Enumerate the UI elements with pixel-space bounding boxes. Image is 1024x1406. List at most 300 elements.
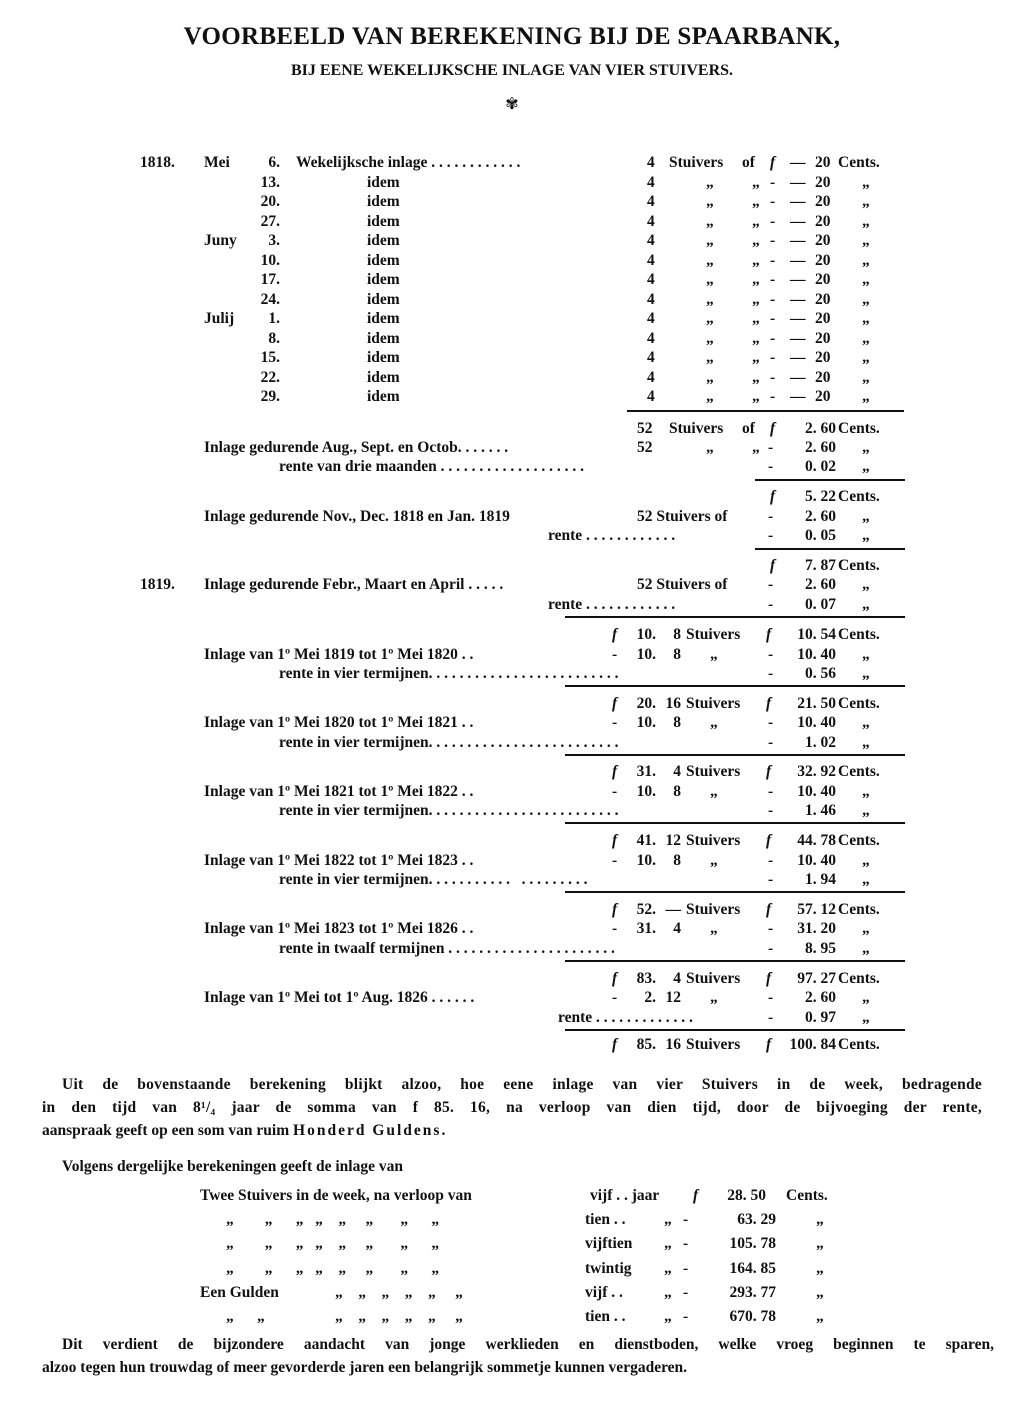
entry-stuivers: 4	[647, 329, 655, 347]
entry-description: Inlage gedurende Aug., Sept. en Octob. . . . . . .	[204, 439, 509, 456]
conclusion-text: aanspraak geeft op een som van ruim	[42, 1122, 290, 1139]
nil-guilders: —	[790, 329, 806, 347]
dash-mark: -	[683, 1211, 689, 1229]
dash-mark: -	[768, 645, 774, 663]
entry-stuivers: 12	[665, 989, 681, 1006]
dash-mark: -	[612, 645, 618, 663]
entry-amount: 10. 40	[797, 645, 836, 663]
ditto-mark: „	[752, 310, 760, 327]
subtotal-amount: 97. 27	[797, 969, 836, 987]
ditto-mark: „	[706, 271, 714, 288]
entry-stuivers: 8	[673, 782, 681, 800]
ditto-mark: „	[706, 310, 714, 327]
comparison-period: vijftien	[585, 1235, 633, 1253]
entry-cents: 20	[815, 388, 831, 405]
subtotal-row	[0, 626, 1024, 645]
entry-stuivers: 8	[673, 645, 681, 663]
ditto-mark: „	[706, 329, 714, 347]
ditto-mark: „	[752, 439, 760, 456]
ditto-mark: „	[862, 349, 870, 366]
ditto-mark: „	[706, 349, 714, 366]
entry-row	[0, 439, 1024, 458]
ditto-mark: „	[752, 212, 760, 230]
subtotal-guilders: 10.	[636, 626, 656, 643]
dash-mark: -	[683, 1235, 689, 1253]
subtotal-amount: 2. 60	[805, 420, 836, 437]
grand-total-stuivers: 16	[665, 1036, 681, 1053]
interest-amount: 0. 02	[805, 458, 836, 475]
day-label: 24.	[260, 290, 280, 308]
stuivers-label: Stuivers	[669, 420, 724, 437]
day-label: 13.	[260, 173, 280, 191]
subtotal-row	[0, 420, 1024, 439]
ditto-mark: „	[706, 251, 714, 269]
entry-description: Inlage van 1º Mei 1823 tot 1º Mei 1826 . .	[204, 920, 474, 938]
ditto-mark: „	[710, 645, 718, 663]
ditto-mark: „	[664, 1283, 672, 1301]
entry-description: Inlage van 1º Mei tot 1º Aug. 1826 . . . . . .	[204, 989, 475, 1006]
weekly-row	[0, 291, 1024, 310]
subtotal-amount: 21. 50	[797, 694, 836, 712]
interest-description: rente in vier termijnen. . . . . . . . . . . . . . . . . . . . . . . . .	[279, 802, 619, 820]
dash-mark: -	[768, 508, 774, 525]
dash-mark: -	[770, 271, 776, 288]
ditto-mark: „	[664, 1211, 672, 1229]
day-label: 27.	[260, 212, 280, 230]
weekly-row	[0, 213, 1024, 232]
nil-guilders: —	[790, 173, 806, 191]
stuivers-label: Stuivers	[686, 900, 741, 918]
ditto-mark: „	[752, 173, 760, 191]
comparison-period: tien . .	[585, 1211, 626, 1229]
entry-stuivers: 52 Stuivers of	[637, 508, 728, 525]
subtotal-amount: 57. 12	[797, 900, 836, 918]
dash-mark: -	[612, 989, 618, 1006]
dash-mark: -	[683, 1259, 689, 1277]
dash-mark: -	[768, 596, 774, 613]
interest-row	[0, 596, 1024, 615]
stuivers-label: Stuivers	[669, 154, 724, 171]
interest-amount: 1. 46	[805, 802, 836, 820]
ditto-mark: „	[862, 232, 870, 249]
ditto-mark: „	[862, 871, 870, 889]
florin-sign: f	[766, 832, 772, 850]
weekly-row	[0, 388, 1024, 407]
cents-label: Cents.	[838, 900, 880, 918]
entry-stuivers: 4	[647, 154, 655, 171]
weekly-row	[0, 349, 1024, 368]
interest-row	[0, 871, 1024, 890]
sum-rule	[565, 822, 905, 824]
of-label: of	[742, 420, 755, 437]
dash-mark: -	[683, 1283, 689, 1301]
ditto-mark: „	[752, 368, 760, 386]
nil-guilders: —	[790, 271, 806, 288]
florin-sign: f	[766, 694, 772, 712]
entry-amount: 10. 40	[797, 851, 836, 869]
florin-sign: f	[766, 763, 772, 781]
ditto-mark: „	[706, 193, 714, 210]
interest-row	[0, 802, 1024, 821]
conclusion-line: Uit de bovenstaande berekening blijkt alzoo, hoe eene inlage van vier Stuivers in de week, bedragende	[62, 1076, 982, 1093]
entry-stuivers: 4	[647, 232, 655, 249]
entry-cents: 20	[815, 349, 831, 366]
subtotal-row	[0, 695, 1024, 714]
interest-description: rente . . . . . . . . . . . . .	[558, 1008, 693, 1026]
entry-cents: 20	[815, 232, 831, 249]
day-label: 10.	[260, 251, 280, 269]
comparison-period: vijf . . jaar	[590, 1187, 660, 1204]
subtotal-row	[0, 901, 1024, 920]
florin-sign: f	[612, 900, 618, 918]
ditto-mark: „	[862, 645, 870, 663]
entry-stuivers: 4	[673, 920, 681, 938]
comparison-amount: 670. 78	[729, 1308, 776, 1325]
comparison-amount: 293. 77	[729, 1283, 776, 1301]
interest-row	[0, 734, 1024, 753]
ditto-mark: „	[752, 290, 760, 308]
entry-stuivers: 8	[673, 714, 681, 732]
dash-mark: -	[770, 251, 776, 269]
ditto-mark: „	[862, 251, 870, 269]
stuivers-label: Stuivers	[686, 763, 741, 781]
entry-row	[0, 714, 1024, 733]
dash-mark: -	[612, 851, 618, 869]
comparisons-intro: Volgens dergelijke berekeningen geeft de inlage van	[62, 1158, 403, 1175]
ditto-mark: „	[752, 388, 760, 405]
ditto-mark: „	[862, 173, 870, 191]
entry-amount: 2. 60	[805, 989, 836, 1006]
ditto-mark: „	[664, 1308, 672, 1325]
ditto-mark: „	[862, 271, 870, 288]
entry-stuivers: 52 Stuivers of	[637, 576, 728, 593]
ditto-mark: „	[752, 349, 760, 366]
entry-description: Inlage van 1º Mei 1819 tot 1º Mei 1820 . .	[204, 645, 474, 663]
sum-rule	[565, 1029, 905, 1031]
entry-guilders: 10.	[636, 851, 656, 869]
ditto-mark: „	[710, 920, 718, 938]
weekly-row	[0, 232, 1024, 251]
comparison-row	[0, 1211, 1024, 1230]
month-label: Julij	[204, 310, 235, 327]
ditto-mark: „	[664, 1259, 672, 1277]
florin-sign: f	[770, 557, 776, 574]
entry-row	[0, 852, 1024, 871]
cents-label: Cents.	[838, 969, 880, 987]
ditto-marks: „ „ „ „ „ „	[335, 1283, 463, 1301]
entry-amount: 2. 60	[805, 439, 836, 456]
weekly-row	[0, 174, 1024, 193]
entry-description: idem	[367, 232, 400, 249]
subtotal-stuivers: 52	[637, 420, 653, 437]
entry-guilders: 10.	[636, 645, 656, 663]
interest-amount: 0. 97	[805, 1008, 836, 1026]
dash-mark: -	[768, 665, 774, 682]
year-label: 1818.	[140, 154, 175, 171]
sum-rule	[565, 616, 905, 618]
entry-description: idem	[367, 349, 400, 366]
interest-amount: 1. 94	[805, 871, 836, 889]
grand-total-row	[0, 1036, 1024, 1055]
comparison-amount: 105. 78	[729, 1235, 776, 1253]
florin-sign: f	[612, 1036, 618, 1053]
subtotal-row	[0, 970, 1024, 989]
dash-mark: -	[770, 193, 776, 210]
entry-stuivers: 4	[647, 173, 655, 191]
ditto-mark: „	[862, 802, 870, 820]
dash-mark: -	[768, 439, 774, 456]
dash-mark: -	[612, 782, 618, 800]
entry-description: Inlage gedurende Febr., Maart en April . . . . .	[204, 576, 504, 593]
comparison-row	[0, 1187, 1024, 1206]
subtotal-stuivers: —	[665, 900, 681, 918]
of-label: of	[742, 154, 755, 171]
nil-guilders: —	[790, 251, 806, 269]
entry-description: idem	[367, 310, 400, 327]
entry-amount: 2. 60	[805, 508, 836, 525]
stuivers-label: Stuivers	[686, 832, 741, 850]
conclusion-paragraph	[42, 1073, 982, 1142]
entry-description: Inlage van 1º Mei 1820 tot 1º Mei 1821 . .	[204, 714, 474, 732]
ditto-mark: „	[816, 1308, 824, 1325]
entry-row	[0, 646, 1024, 665]
ditto-mark: „	[862, 851, 870, 869]
entry-description: Inlage van 1º Mei 1821 tot 1º Mei 1822 . .	[204, 782, 474, 800]
month-label: Mei	[204, 154, 230, 171]
ditto-mark: „	[710, 989, 718, 1006]
ditto-mark: „	[862, 439, 870, 456]
subtotal-guilders: 52.	[636, 900, 656, 918]
cents-label: Cents.	[838, 557, 880, 574]
ditto-mark: „	[862, 527, 870, 544]
ditto-mark: „	[706, 368, 714, 386]
nil-guilders: —	[790, 290, 806, 308]
stuivers-label: Stuivers	[686, 1036, 741, 1053]
entry-cents: 20	[815, 212, 831, 230]
ditto-mark: „	[862, 665, 870, 682]
day-label: 15.	[260, 349, 280, 366]
entry-cents: 20	[815, 271, 831, 288]
ornament-icon: ✾	[505, 94, 519, 113]
entry-cents: 20	[815, 329, 831, 347]
entry-row	[0, 920, 1024, 939]
day-label: 6.	[268, 154, 280, 171]
comparison-row	[0, 1308, 1024, 1327]
interest-row	[0, 458, 1024, 477]
entry-stuivers: 4	[647, 212, 655, 230]
entry-description: idem	[367, 193, 400, 210]
entry-stuivers: 4	[647, 251, 655, 269]
ditto-mark: „	[862, 576, 870, 593]
subtotal-amount: 5. 22	[805, 488, 836, 505]
entry-stuivers: 4	[647, 368, 655, 386]
ditto-mark: „	[710, 782, 718, 800]
dash-mark: -	[768, 458, 774, 475]
dash-mark: -	[768, 802, 774, 820]
ditto-mark: „	[710, 714, 718, 732]
interest-description: rente in vier termijnen. . . . . . . . . . . . . . . . . . . .	[279, 871, 588, 889]
entry-guilders: 10.	[636, 782, 656, 800]
nil-guilders: —	[790, 154, 806, 171]
interest-row	[0, 1009, 1024, 1028]
dash-mark: -	[770, 232, 776, 249]
entry-stuivers: 4	[647, 271, 655, 288]
nil-guilders: —	[790, 388, 806, 405]
entry-guilders: 2.	[644, 989, 656, 1006]
entry-description: idem	[367, 290, 400, 308]
entry-description: idem	[367, 329, 400, 347]
dash-mark: -	[612, 920, 618, 938]
entry-cents: 20	[815, 251, 831, 269]
entry-amount: 10. 40	[797, 782, 836, 800]
sum-rule	[755, 548, 905, 550]
dash-mark: -	[768, 851, 774, 869]
dash-mark: -	[768, 989, 774, 1006]
emphasis-text: Honderd Guldens.	[293, 1122, 448, 1139]
ditto-mark: „	[664, 1235, 672, 1253]
sum-rule	[565, 960, 905, 962]
sum-rule	[565, 685, 905, 687]
dash-mark: -	[770, 349, 776, 366]
ditto-mark: „	[706, 439, 714, 456]
comparison-period: twintig	[585, 1259, 632, 1277]
entry-amount: 10. 40	[797, 714, 836, 732]
entry-stuivers: 52	[637, 439, 653, 456]
closing-line: alzoo tegen hun trouwdag of meer gevorderde jaren een belangrijk sommetje kunnen vergaderen.	[42, 1359, 688, 1376]
entry-description: idem	[367, 368, 400, 386]
comparison-amount: 63. 29	[737, 1211, 776, 1229]
entry-description: idem	[367, 173, 400, 191]
day-label: 29.	[260, 388, 280, 405]
subtotal-guilders: 20.	[636, 694, 656, 712]
entry-guilders: 31.	[636, 920, 656, 938]
ditto-mark: „	[862, 989, 870, 1006]
stuivers-label: Stuivers	[686, 626, 741, 643]
ditto-mark: „	[710, 851, 718, 869]
ditto-marks: „ „ „ „ „ „ „ „	[226, 1211, 440, 1229]
entry-cents: 20	[815, 173, 831, 191]
ditto-mark: „	[862, 193, 870, 210]
day-label: 3.	[268, 232, 280, 249]
entry-stuivers: 4	[647, 349, 655, 366]
weekly-row	[0, 369, 1024, 388]
interest-description: rente van drie maanden . . . . . . . . . . . . . . . . . . .	[279, 458, 584, 475]
day-label: 1.	[268, 310, 280, 327]
ditto-mark: „	[752, 271, 760, 288]
entry-guilders: 10.	[636, 714, 656, 732]
entry-row	[0, 508, 1024, 527]
comparison-row	[0, 1260, 1024, 1279]
florin-sign: f	[770, 488, 776, 505]
subtotal-amount: 10. 54	[797, 626, 836, 643]
ditto-mark: „	[706, 290, 714, 308]
ditto-mark: „	[862, 329, 870, 347]
subtotal-row	[0, 557, 1024, 576]
ditto-mark: „	[816, 1283, 824, 1301]
dash-mark: -	[768, 527, 774, 544]
ditto-marks: „ „ „ „ „ „ „ „	[226, 1235, 440, 1253]
florin-sign: f	[770, 154, 776, 171]
ditto-mark: „	[862, 920, 870, 938]
nil-guilders: —	[790, 349, 806, 366]
cents-label: Cents.	[786, 1187, 828, 1204]
grand-total-guilders: 85.	[636, 1036, 656, 1053]
ditto-mark: „	[816, 1235, 824, 1253]
page-subtitle: BIJ EENE WEKELIJKSCHE INLAGE VAN VIER STUIVERS.	[290, 62, 734, 79]
cents-label: Cents.	[838, 420, 880, 437]
ditto-mark: „	[752, 232, 760, 249]
page-title: VOORBEELD VAN BEREKENING BIJ DE SPAARBANK,	[183, 23, 841, 50]
entry-description: idem	[367, 271, 400, 288]
day-label: 22.	[260, 368, 280, 386]
cents-label: Cents.	[838, 763, 880, 781]
weekly-row	[0, 310, 1024, 329]
interest-row	[0, 527, 1024, 546]
florin-sign: f	[766, 626, 772, 643]
entry-description: idem	[367, 212, 400, 230]
interest-row	[0, 665, 1024, 684]
ditto-mark: „	[862, 458, 870, 475]
ditto-mark: „	[862, 939, 870, 957]
ditto-mark: „	[816, 1259, 824, 1277]
day-label: 8.	[268, 329, 280, 347]
stuivers-label: Stuivers	[686, 969, 741, 987]
sum-rule	[565, 754, 905, 756]
entry-row	[0, 783, 1024, 802]
ditto-mark: „	[706, 212, 714, 230]
conclusion-line	[42, 1119, 982, 1142]
entry-stuivers: 4	[647, 310, 655, 327]
comparison-period: vijf . .	[585, 1283, 623, 1301]
dash-mark: -	[770, 388, 776, 405]
dash-mark: -	[770, 310, 776, 327]
weekly-row	[0, 193, 1024, 212]
dash-mark: -	[768, 576, 774, 593]
ditto-mark: „	[862, 596, 870, 613]
florin-sign: f	[693, 1187, 699, 1204]
ditto-mark: „	[706, 232, 714, 249]
florin-sign: f	[612, 694, 618, 712]
weekly-row	[0, 252, 1024, 271]
nil-guilders: —	[790, 368, 806, 386]
subtotal-amount: 7. 87	[805, 557, 836, 574]
cents-label: Cents.	[838, 1036, 880, 1053]
cents-label: Cents.	[838, 154, 880, 171]
ditto-mark: „	[752, 193, 760, 210]
subtotal-amount: 44. 78	[797, 832, 836, 850]
comparison-row	[0, 1235, 1024, 1254]
dash-mark: -	[770, 212, 776, 230]
entry-stuivers: 4	[647, 388, 655, 405]
ditto-mark: „	[862, 212, 870, 230]
closing-line: Dit verdient de bijzondere aandacht van jonge werklieden en dienstboden, welke vroeg beginnen te sparen,	[62, 1336, 994, 1353]
ditto-mark: „	[862, 782, 870, 800]
interest-amount: 0. 05	[805, 527, 836, 544]
entry-amount: 31. 20	[797, 920, 836, 938]
dash-mark: -	[770, 368, 776, 386]
subtotal-guilders: 31.	[636, 763, 656, 781]
dash-mark: -	[770, 173, 776, 191]
ditto-mark: „	[862, 714, 870, 732]
ditto-mark: „	[862, 733, 870, 751]
dash-mark: -	[768, 733, 774, 751]
sum-rule	[565, 891, 905, 893]
subtotal-stuivers: 12	[665, 832, 681, 850]
ditto-marks: „ „ „ „ „ „ „ „	[226, 1259, 440, 1277]
interest-amount: 0. 56	[805, 665, 836, 682]
dash-mark: -	[768, 871, 774, 889]
comparison-period: tien . .	[585, 1308, 626, 1325]
